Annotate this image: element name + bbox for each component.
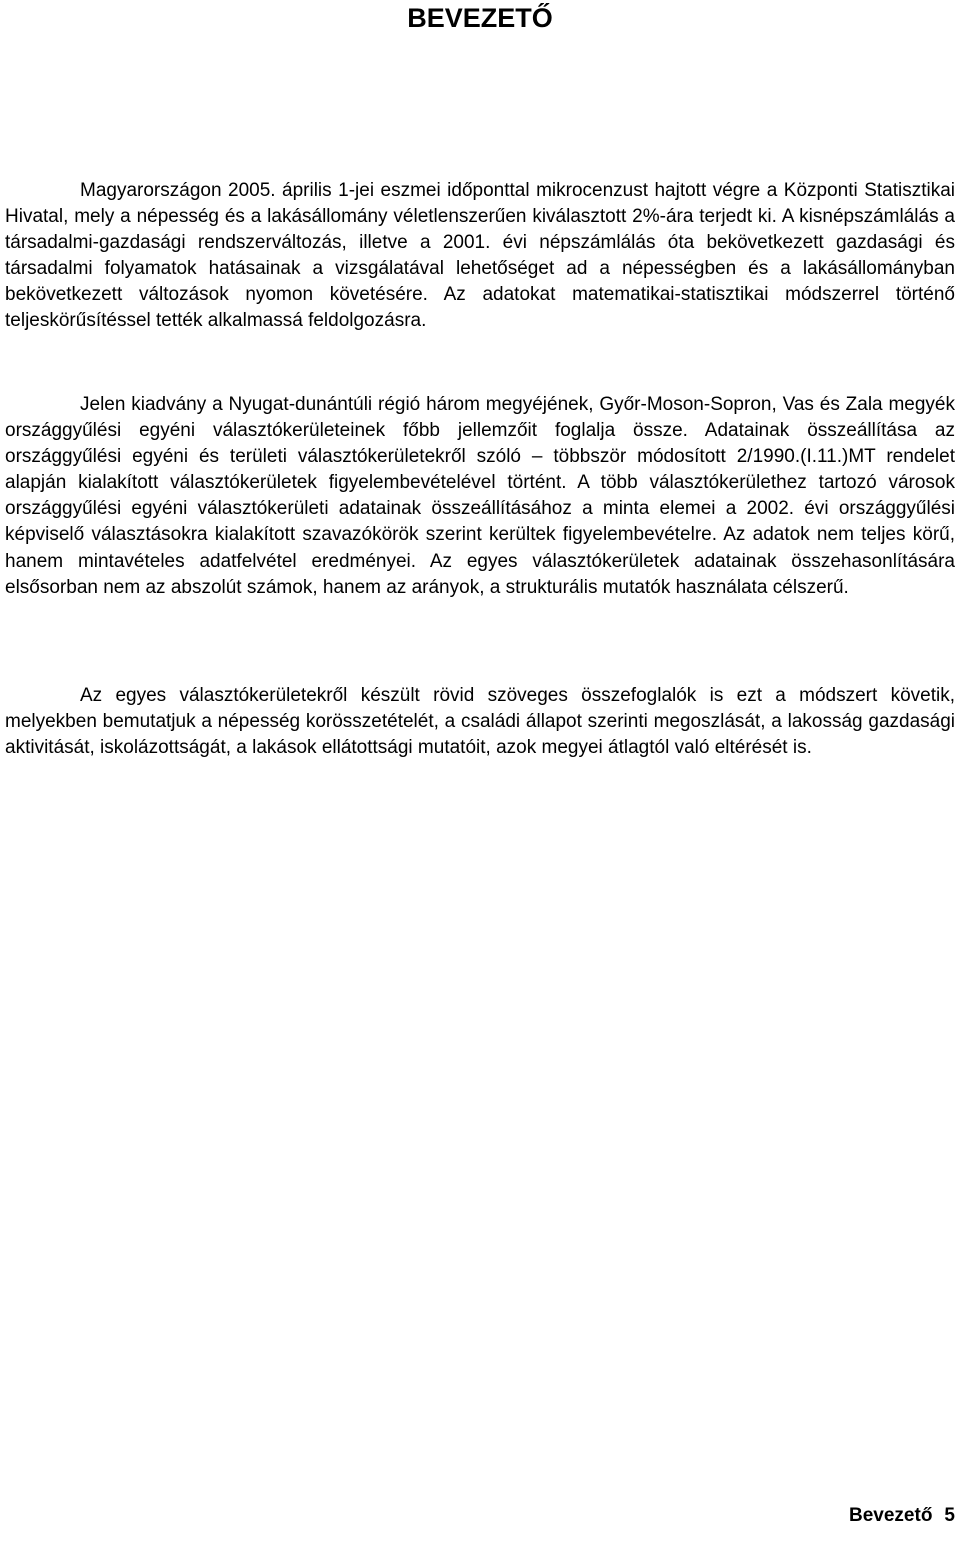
paragraph-text: Magyarországon 2005. április 1-jei eszmei időponttal mikrocenzust hajtott végre a Központi Statisztikai Hivatal, mely a népesség és a lakásállomány véletlenszerűen kiválasztott 2%-ára terjedt ki. A kisnépszámlálás a társadalmi-gazdasági rendszerváltozás, illetve a 2001. évi népszámlálás óta bekövetkezett gazdasági és társadalmi folyamatok hatásainak a vizsgálatával lehetőséget ad a népességben és a lakásállományban bekövetkezett változások nyomon követésére. Az adatokat matematikai-statisztikai módszerrel történő teljeskörűsítéssel tették alkalmassá feldolgozásra. (5, 180, 955, 332)
page-title: BEVEZETŐ (407, 3, 553, 33)
method-paragraph (5, 683, 955, 761)
page-number: 5 (944, 1505, 955, 1526)
paragraph-text: Jelen kiadvány a Nyugat-dunántúli régió három megyéjének, Győr-Moson-Sopron, Vas és Zala megyék országgyűlési egyéni választókerületeinek főbb jellemzőit foglalja össze. Adatainak összeállítása az országgyűlési egyéni és területi választókerületekről szóló – többször módosított 2/1990.(I.11.)MT rendelet alapján kialakított választókerületek figyelembevételével történt. A több választókerülethez tartozó városok országgyűlési egyéni választókerületi adatainak összeállításához a minta elemei a 2002. évi országgyűlési képviselő választásokra kialakított szavazókörök szerint kerültek figyelembevételre. Az adatok nem teljes körű, hanem mintavételes adatfelvétel eredményei. Az egyes választókerületek adatainak összehasonlítására elsősorban nem az abszolút számok, hanem az arányok, a strukturális mutatók használata célszerű. (5, 394, 955, 598)
scope-paragraph (5, 392, 955, 601)
paragraph-text: Az egyes választókerületekről készült rövid szöveges összefoglalók is ezt a módszert követik, melyekben bemutatjuk a népesség korösszetételét, a családi állapot szerinti megoszlását, a lakosság gazdasági aktivitását, iskolázottságát, a lakások ellátottsági mutatóit, azok megyei átlagtól való eltérését is. (5, 685, 955, 759)
intro-paragraph (5, 178, 955, 335)
page-footer (849, 1504, 955, 1528)
footer-section-label: Bevezető (849, 1505, 933, 1526)
